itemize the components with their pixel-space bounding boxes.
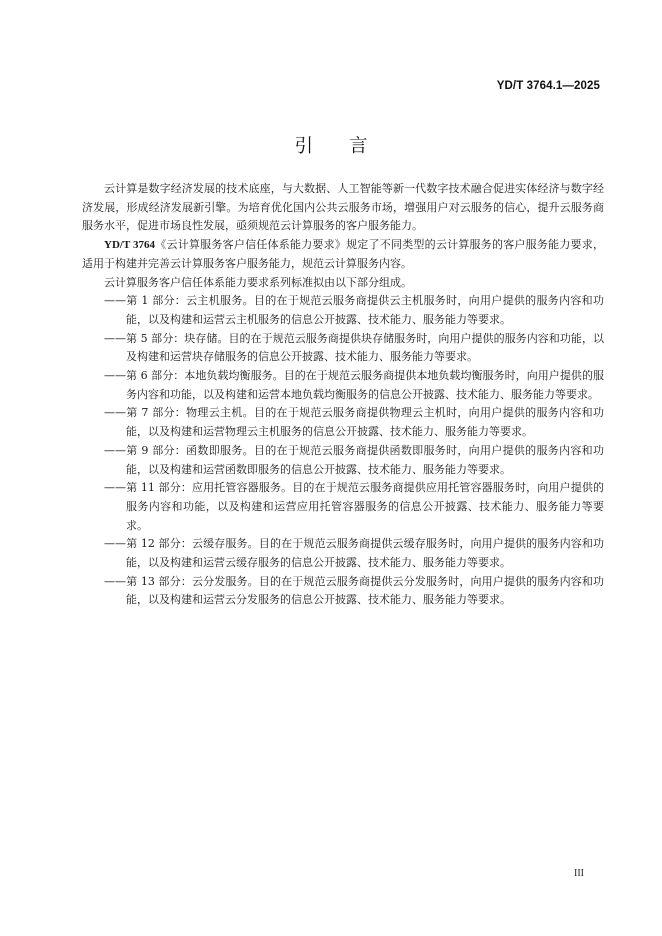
page-title-char-2: 言 (349, 136, 368, 157)
list-item-part-5: ——第 5 部分：块存储。目的在于规范云服务商提供块存储服务时，向用户提供的服务内容和功能，以及构建和运营块存储服务的信息公开披露、技术能力、服务能力等要求。 (104, 331, 604, 364)
parts-list (104, 292, 604, 610)
list-item-part-11: ——第 11 部分：应用托管容器服务。目的在于规范云服务商提供应用托管容器服务时，向用户提供的服务内容和功能，以及构建和运营应用托管容器服务的信息公开披露、技术能力、服务能力等要求。 (104, 481, 604, 532)
introduction-body (82, 180, 604, 610)
page-number: III (574, 868, 584, 879)
page-title (0, 132, 662, 158)
list-item-part-13: ——第 13 部分：云分发服务。目的在于规范云服务商提供云分发服务时，向用户提供的服务内容和功能，以及构建和运营云分发服务的信息公开披露、技术能力、服务能力等要求。 (104, 574, 604, 607)
page-title-char-1: 引 (294, 136, 313, 157)
list-item-part-7: ——第 7 部分：物理云主机。目的在于规范云服务商提供物理云主机时，向用户提供的服务内容和功能，以及构建和运营物理云主机服务的信息公开披露、技术能力、服务能力等要求。 (104, 406, 604, 439)
list-item-part-6: ——第 6 部分：本地负载均衡服务。目的在于规范云服务商提供本地负载均衡服务时，向用户提供的服务内容和功能，以及构建和运营本地负载均衡服务的信息公开披露、技术能力、服务能力等要求。 (104, 369, 604, 401)
list-item-part-12: ——第 12 部分：云缓存服务。目的在于规范云服务商提供云缓存服务时，向用户提供的服务内容和功能，以及构建和运营云缓存服务的信息公开披露、技术能力、服务能力等要求。 (104, 537, 604, 570)
document-number: YD/T 3764.1—2025 (496, 80, 600, 92)
list-item-part-9: ——第 9 部分：函数即服务。目的在于规范云服务商提供函数即服务时，向用户提供的服务内容和功能，以及构建和运营函数即服务的信息公开披露、技术能力、服务能力等要求。 (104, 443, 604, 476)
paragraph-background: 云计算是数字经济发展的技术底座，与大数据、人工智能等新一代数字技术融合促进实体经济与数字经济发展，形成经济发展新引擎。为培育优化国内公共云服务市场，增强用户对云服务的信心，提升云服务商服务水平，促进市场良性发展，亟须规范云计算服务的客户服务能力。 (82, 182, 604, 233)
paragraph-scope-text: 《云计算服务客户信任体系能力要求》规定了不同类型的云计算服务的客户服务能力要求，适用于构建并完善云计算服务客户服务能力，规范云计算服务内容。 (82, 238, 604, 270)
list-item-part-1: ——第 1 部分：云主机服务。目的在于规范云服务商提供云主机服务时，向用户提供的服务内容和功能，以及构建和运营云主机服务的信息公开披露、技术能力、服务能力等要求。 (104, 294, 604, 326)
standard-reference: YD/T 3764 (104, 239, 156, 252)
paragraph-series-intro: 云计算服务客户信任体系能力要求系列标准拟由以下部分组成。 (104, 275, 412, 289)
paragraph-scope (82, 236, 604, 273)
